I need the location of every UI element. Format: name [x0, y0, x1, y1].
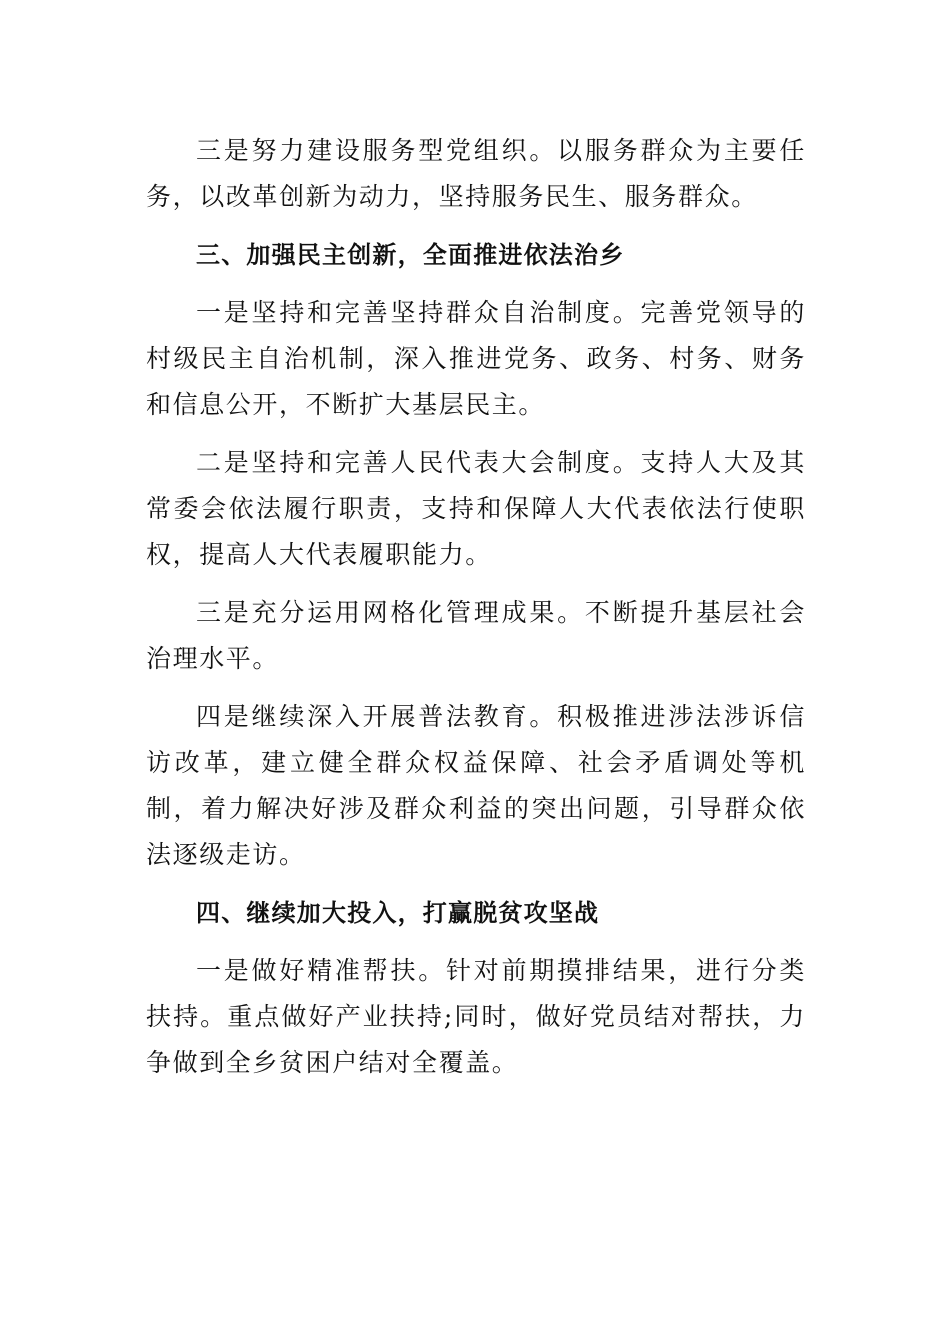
paragraph-grid-management: 三是充分运用网格化管理成果。不断提升基层社会治理水平。 — [146, 598, 806, 673]
paragraph-mass-autonomy: 一是坚持和完善坚持群众自治制度。完善党领导的村级民主自治机制，深入推进党务、政务、村务、财务和信息公开，不断扩大基层民主。 — [146, 298, 806, 419]
document-body — [146, 128, 806, 1098]
section-heading-4: 四、继续加大投入，打赢脱贫攻坚战 — [196, 899, 600, 927]
paragraph-service-organization: 三是努力建设服务型党组织。以服务群众为主要任务，以改革创新为动力，坚持服务民生、服务群众。 — [146, 136, 806, 211]
paragraph-peoples-congress: 二是坚持和完善人民代表大会制度。支持人大及其常委会依法履行职责，支持和保障人大代表依法行使职权，提高人大代表履职能力。 — [146, 448, 806, 569]
section-heading-3: 三、加强民主创新，全面推进依法治乡 — [196, 241, 625, 269]
paragraph-precise-assistance: 一是做好精准帮扶。针对前期摸排结果，进行分类扶持。重点做好产业扶持;同时，做好党员结对帮扶，力争做到全乡贫困户结对全覆盖。 — [146, 956, 806, 1077]
paragraph-legal-education: 四是继续深入开展普法教育。积极推进涉法涉诉信访改革，建立健全群众权益保障、社会矛盾调处等机制，着力解决好涉及群众利益的突出问题，引导群众依法逐级走访。 — [146, 702, 806, 869]
